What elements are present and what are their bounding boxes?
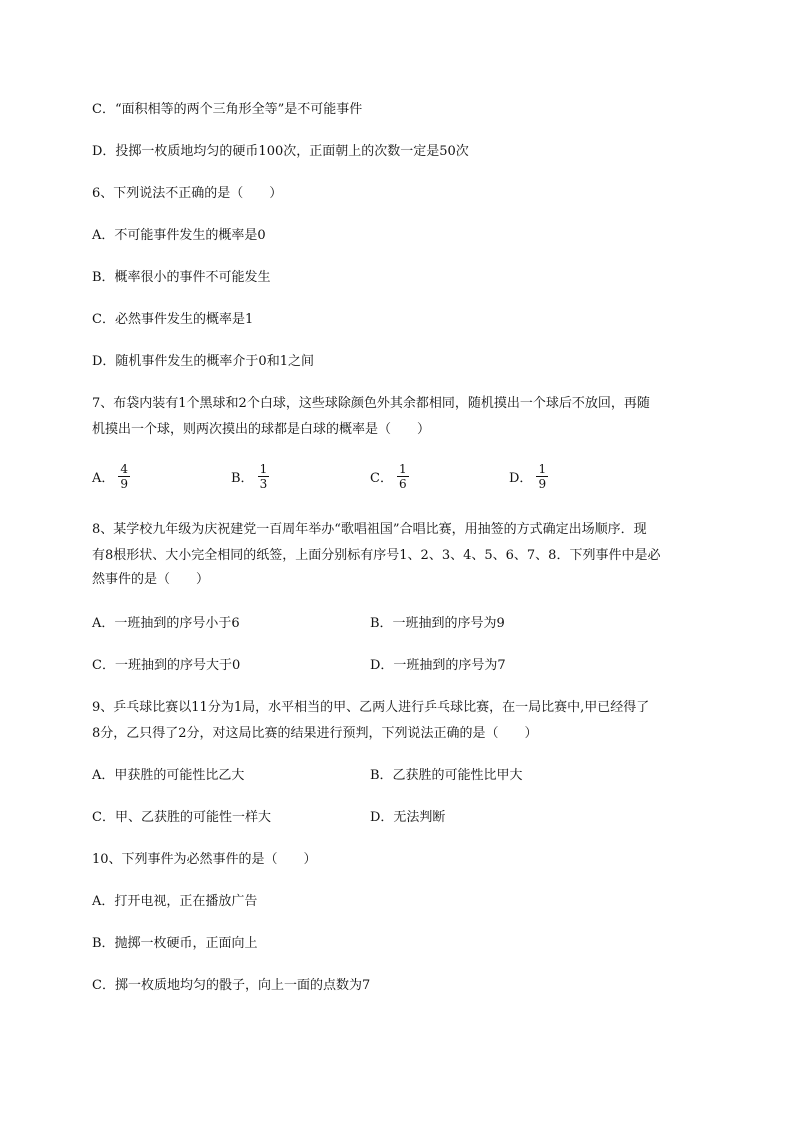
q9-option-b: B．乙获胜的可能性比甲大 — [370, 768, 523, 783]
denominator: 9 — [120, 477, 129, 491]
q10-option-b: B．抛掷一枚硬币，正面向上 — [92, 936, 258, 951]
option-label: A． — [92, 471, 115, 486]
option-label: C． — [370, 471, 393, 486]
q9-stem-line2: 8分，乙只得了2分，对这局比赛的结果进行预判，下列说法正确的是（ ） — [92, 726, 538, 741]
q8-option-d: D．一班抽到的序号为7 — [370, 658, 506, 673]
fraction — [536, 462, 548, 491]
numerator: 1 — [259, 462, 268, 476]
q8-stem-line3: 然事件的是（ ） — [92, 572, 210, 587]
denominator: 3 — [259, 477, 268, 491]
denominator: 9 — [538, 477, 547, 491]
q6-option-b: B．概率很小的事件不可能发生 — [92, 270, 271, 285]
q7-stem-line1: 7、布袋内装有1个黑球和2个白球，这些球除颜色外其余都相同，随机摸出一个球后不放回，再随 — [92, 396, 650, 411]
q6-option-c: C．必然事件发生的概率是1 — [92, 312, 254, 327]
option-label: B． — [231, 471, 254, 486]
option-label: D． — [509, 471, 533, 486]
q7-option-c — [370, 462, 409, 491]
fraction — [118, 462, 130, 491]
q9-stem-line1: 9、乒乓球比赛以11分为1局，水平相当的甲、乙两人进行乒乓球比赛，在一局比赛中,甲已经得了 — [92, 700, 650, 715]
q5-option-d: D．投掷一枚质地均匀的硬币100次，正面朝上的次数一定是50次 — [92, 144, 469, 159]
q6-option-d: D．随机事件发生的概率介于0和1之间 — [92, 354, 314, 369]
q6-option-a: A．不可能事件发生的概率是0 — [92, 228, 266, 243]
numerator: 4 — [120, 462, 129, 476]
denominator: 6 — [398, 477, 407, 491]
q10-option-c: C．掷一枚质地均匀的骰子，向上一面的点数为7 — [92, 978, 371, 993]
q10-stem: 10、下列事件为必然事件的是（ ） — [92, 852, 317, 867]
q6-stem: 6、下列说法不正确的是（ ） — [92, 186, 283, 201]
q8-option-b: B．一班抽到的序号为9 — [370, 616, 505, 631]
q8-stem-line2: 有8根形状、大小完全相同的纸签，上面分别标有序号1、2、3、4、5、6、7、8．下列事件中是必 — [92, 548, 661, 563]
q10-option-a: A．打开电视，正在播放广告 — [92, 894, 258, 909]
q9-option-d: D．无法判断 — [370, 810, 446, 825]
fraction — [258, 462, 270, 491]
numerator: 1 — [538, 462, 547, 476]
numerator: 1 — [398, 462, 407, 476]
q7-option-a — [92, 462, 130, 491]
q9-option-a: A．甲获胜的可能性比乙大 — [92, 768, 245, 783]
fraction — [397, 462, 409, 491]
q7-stem-line2: 机摸出一个球，则两次摸出的球都是白球的概率是（ ） — [92, 422, 431, 437]
q8-option-c: C．一班抽到的序号大于0 — [92, 658, 241, 673]
q8-option-a: A．一班抽到的序号小于6 — [92, 616, 240, 631]
q8-stem-line1: 8、某学校九年级为庆祝建党一百周年举办“歌唱祖国”合唱比赛，用抽签的方式确定出场顺序．现 — [92, 522, 647, 537]
q9-option-c: C．甲、乙获胜的可能性一样大 — [92, 810, 271, 825]
q7-option-b — [231, 462, 269, 491]
q7-option-d — [509, 462, 548, 491]
q5-option-c: C．“面积相等的两个三角形全等”是不可能事件 — [92, 102, 363, 117]
